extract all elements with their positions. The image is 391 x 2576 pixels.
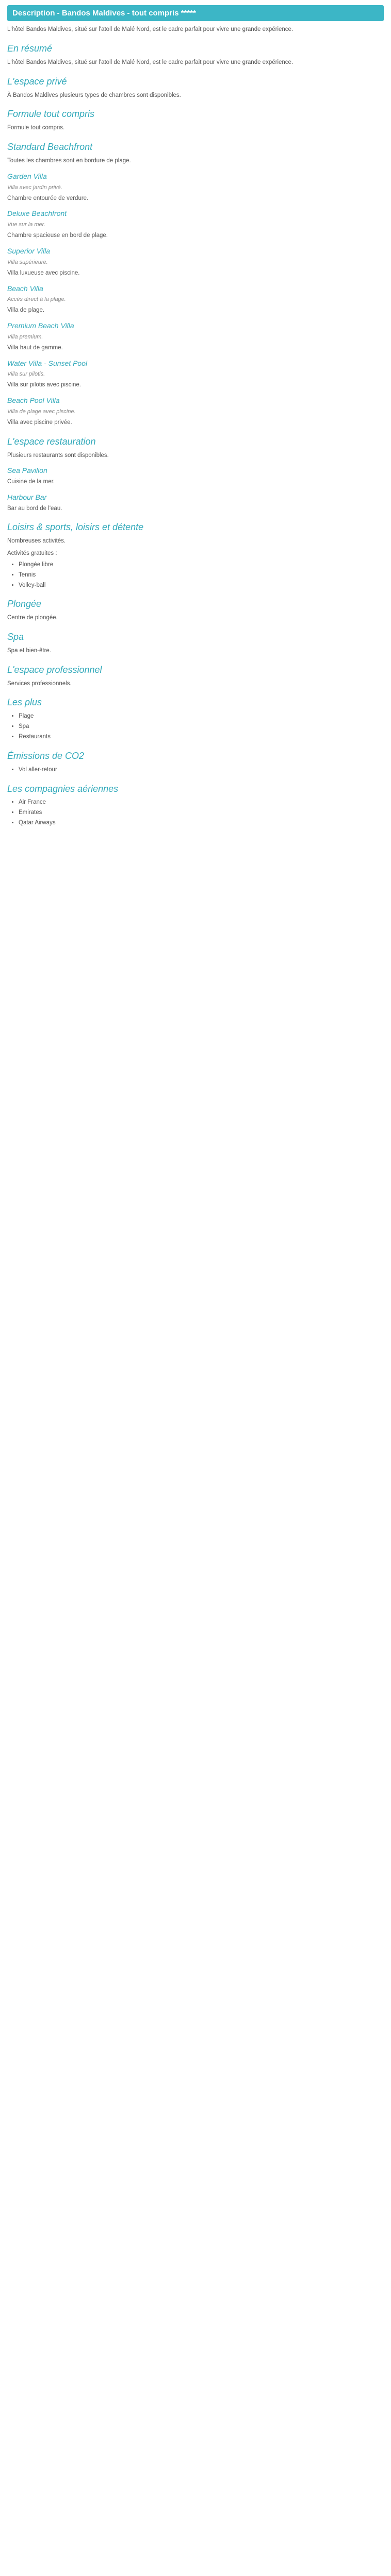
room-sub: Villa de plage avec piscine. — [7, 408, 76, 415]
room-text: Villa sur pilotis avec piscine. — [7, 382, 81, 388]
spa-text: Spa et bien-être. — [7, 647, 52, 654]
section-text: À Bandos Maldives plusieurs types de chambres sont disponibles. — [7, 92, 181, 98]
spa-heading: Spa — [7, 632, 24, 642]
list-item: • Spa — [19, 722, 384, 732]
room-sub: Villa sur pilotis. — [7, 371, 45, 378]
list-item: • Vol aller-retour — [19, 766, 384, 775]
activities-heading: Loisirs & sports, loisirs et détente — [7, 522, 144, 533]
room-heading: Garden Villa — [7, 172, 47, 180]
room-text: Villa avec piscine privée. — [7, 419, 72, 426]
activities — [7, 520, 384, 590]
room-text: Villa luxueuse avec piscine. — [7, 269, 80, 276]
plongee-section — [7, 597, 384, 623]
section-heading: Standard Beachfront — [7, 142, 93, 152]
extra-heading: Les compagnies aériennes — [7, 783, 119, 794]
restaurant-text: Cuisine de la mer. — [7, 479, 55, 485]
extra-heading: Émissions de CO2 — [7, 750, 85, 761]
activities-list — [7, 561, 384, 590]
section-text: Toutes les chambres sont en bordure de plage. — [7, 158, 131, 164]
section-heading: L'espace privé — [7, 76, 67, 87]
room-heading: Superior Villa — [7, 246, 51, 255]
extras — [7, 696, 384, 827]
spa-section — [7, 630, 384, 656]
restaurants-heading: L'espace restauration — [7, 436, 96, 447]
sections — [7, 42, 384, 166]
plongee-text: Centre de plongée. — [7, 615, 58, 621]
room-heading: Premium Beach Villa — [7, 321, 74, 330]
extra-list — [7, 766, 384, 775]
list-item: • Qatar Airways — [19, 819, 384, 828]
restaurant-heading: Harbour Bar — [7, 493, 47, 501]
room-text: Villa de plage. — [7, 307, 45, 314]
room-heading: Water Villa - Sunset Pool — [7, 359, 88, 367]
restaurant-text: Bar au bord de l'eau. — [7, 505, 62, 512]
rooms — [7, 171, 384, 428]
restaurant-heading: Sea Pavilion — [7, 466, 47, 475]
extra-list — [7, 712, 384, 741]
room-heading: Beach Villa — [7, 284, 43, 293]
list-item: • Plongée libre — [19, 561, 384, 570]
list-item: • Plage — [19, 712, 384, 721]
intro-text: L'hôtel Bandos Maldives, situé sur l'atoll de Malé Nord, est le cadre parfait pour vivre une grande expérience. — [7, 26, 294, 33]
extra-list — [7, 798, 384, 827]
activities-list-label: Activités gratuites : — [7, 550, 57, 557]
activities-text: Nombreuses activités. — [7, 538, 66, 545]
room-heading: Beach Pool Villa — [7, 396, 60, 405]
room-text: Chambre entourée de verdure. — [7, 195, 89, 201]
room-text: Villa haut de gamme. — [7, 344, 63, 351]
section-heading: Formule tout compris — [7, 109, 95, 120]
list-item: • Volley-ball — [19, 581, 384, 590]
room-sub: Accès direct à la plage. — [7, 296, 66, 303]
restaurants-text: Plusieurs restaurants sont disponibles. — [7, 452, 109, 459]
family-heading: L'espace professionnel — [7, 664, 102, 675]
room-heading: Deluxe Beachfront — [7, 209, 67, 218]
page-title: Description - Bandos Maldives - tout compris ***** — [7, 5, 384, 21]
section-text: Formule tout compris. — [7, 125, 65, 131]
extra-heading: Les plus — [7, 697, 42, 708]
section-text: L'hôtel Bandos Maldives, situé sur l'atoll de Malé Nord, est le cadre parfait pour vivre une grande expérience. — [7, 59, 294, 65]
room-sub: Villa avec jardin privé. — [7, 184, 62, 191]
restaurants — [7, 435, 384, 514]
room-sub: Villa supérieure. — [7, 259, 48, 265]
family-text: Services professionnels. — [7, 680, 72, 687]
list-item: • Tennis — [19, 571, 384, 580]
room-text: Chambre spacieuse en bord de plage. — [7, 232, 108, 239]
list-item: • Emirates — [19, 808, 384, 818]
page — [0, 0, 391, 842]
list-item: • Restaurants — [19, 733, 384, 742]
plongee-heading: Plongée — [7, 599, 42, 609]
room-sub: Vue sur la mer. — [7, 222, 45, 228]
section-heading: En résumé — [7, 43, 53, 54]
list-item: • Air France — [19, 798, 384, 807]
room-sub: Villa premium. — [7, 333, 43, 340]
family-section — [7, 663, 384, 689]
